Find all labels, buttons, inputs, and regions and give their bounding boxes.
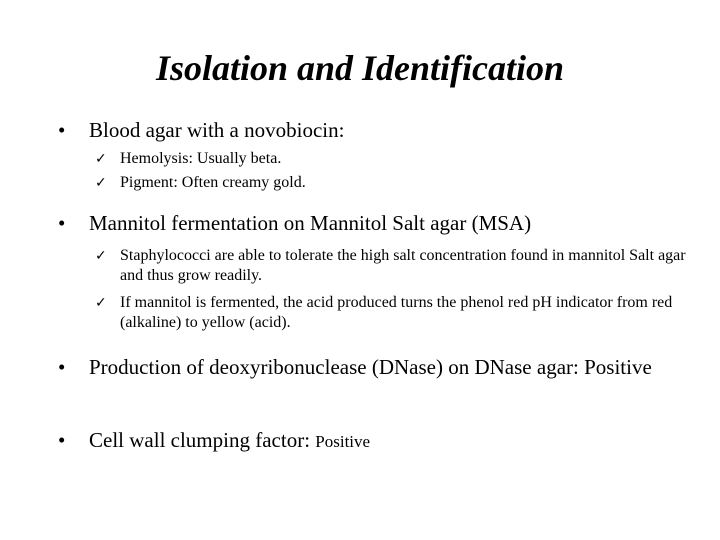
sub-item [95, 246, 695, 286]
sub-item [95, 293, 695, 333]
bullet-item [58, 355, 698, 379]
checkmark-icon: ✓ [95, 151, 107, 167]
bullet-item [58, 118, 698, 142]
checkmark-icon: ✓ [95, 295, 107, 311]
bullet-dot-icon: • [58, 118, 66, 142]
bullet-text: Production of deoxyribonuclease (DNase) on DNase agar: Positive [89, 355, 652, 379]
bullet-text-result: Positive [315, 432, 371, 451]
sub-item-text: Hemolysis: Usually beta. [120, 150, 282, 167]
bullet-dot-icon: • [58, 428, 66, 452]
sub-item-text: Pigment: Often creamy gold. [120, 174, 306, 191]
checkmark-icon: ✓ [95, 175, 107, 191]
sub-item-text: If mannitol is fermented, the acid produced turns the phenol red pH indicator from red (alkaline) to yellow (acid). [120, 294, 673, 331]
bullet-text-main: Cell wall clumping factor: [89, 428, 316, 452]
checkmark-icon: ✓ [95, 248, 107, 264]
sub-item [95, 173, 695, 193]
bullet-text: Blood agar with a novobiocin: [89, 118, 345, 142]
bullet-text: Mannitol fermentation on Mannitol Salt agar (MSA) [89, 211, 532, 235]
sub-item-text: Staphylococci are able to tolerate the high salt concentration found in mannitol Salt agar and thus grow readily. [120, 247, 686, 284]
bullet-dot-icon: • [58, 211, 66, 235]
bullet-text [89, 428, 698, 454]
slide-title: Isolation and Identification [155, 48, 565, 88]
bullet-dot-icon: • [58, 355, 66, 379]
bullet-item [58, 428, 698, 454]
sub-item [95, 149, 695, 169]
bullet-item [58, 211, 698, 235]
